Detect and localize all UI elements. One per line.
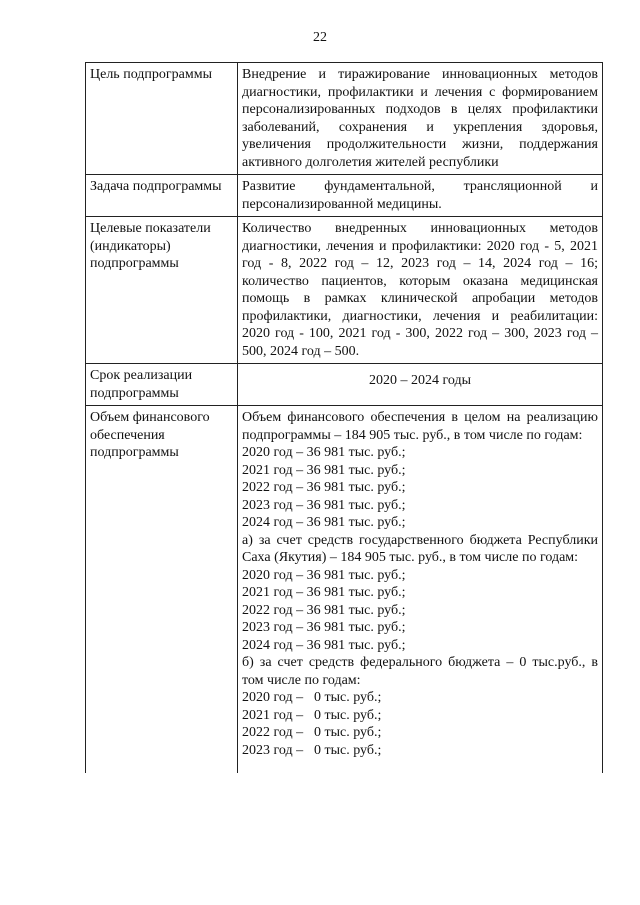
task-label-text: Задача подпрограммы bbox=[90, 179, 222, 194]
funding-state-year-line: 2024 год – 36 981 тыс. руб.; bbox=[242, 637, 406, 653]
funding-total-year-line: 2024 год – 36 981 тыс. руб.; bbox=[242, 515, 406, 530]
table-row-term bbox=[86, 364, 603, 406]
funding-state-year-line: 2023 год – 36 981 тыс. руб.; bbox=[242, 620, 406, 635]
funding-federal-year-line bbox=[242, 689, 598, 707]
federal-value: 0 тыс. руб.; bbox=[314, 725, 382, 740]
table-row-funding bbox=[86, 406, 603, 774]
table-row-goal bbox=[86, 63, 603, 175]
funding-intro: Объем финансового обеспечения в целом на реализацию подпрограммы – 184 905 тыс. руб., в том числе по годам: bbox=[242, 410, 598, 443]
funding-content bbox=[238, 406, 603, 774]
federal-year: 2021 год – bbox=[242, 707, 304, 723]
task-text: Развитие фундаментальной, трансляционной и персонализированной медицины. bbox=[238, 175, 603, 217]
goal-label: Цель подпрограммы bbox=[86, 63, 238, 175]
funding-federal-year-line bbox=[242, 707, 598, 725]
task-label bbox=[86, 175, 238, 217]
indicators-label: Целевые показатели (индикаторы) подпрограммы bbox=[86, 217, 238, 364]
page-number: 22 bbox=[313, 30, 327, 45]
table-row-task bbox=[86, 175, 603, 217]
federal-year: 2022 год – bbox=[242, 725, 304, 740]
funding-state-year-line: 2020 год – 36 981 тыс. руб.; bbox=[242, 567, 406, 583]
federal-value: 0 тыс. руб.; bbox=[314, 707, 382, 723]
funding-federal-year-line bbox=[242, 742, 598, 760]
federal-year: 2020 год – bbox=[242, 690, 304, 705]
funding-state-year-line: 2022 год – 36 981 тыс. руб.; bbox=[242, 602, 406, 618]
funding-federal-intro: б) за счет средств федерального бюджета – 0 тыс.руб., в том числе по годам: bbox=[242, 655, 598, 688]
funding-total-year-line: 2022 год – 36 981 тыс. руб.; bbox=[242, 480, 406, 495]
funding-state-intro: а) за счет средств государственного бюджета Республики Саха (Якутия) – 184 905 тыс. руб., в том числе по годам: bbox=[242, 532, 598, 565]
federal-value: 0 тыс. руб.; bbox=[314, 690, 382, 705]
goal-text: Внедрение и тиражирование инновационных методов диагностики, профилактики и лечения с формированием персонализированных подходов в целях профилактики заболеваний, сохранения и укрепления здоровья, увеличения продолжительности жизни, поддержания активного долголетия жителей республики bbox=[238, 63, 603, 175]
table-row-indicators bbox=[86, 217, 603, 364]
federal-year: 2023 год – bbox=[242, 742, 304, 758]
term-label: Срок реализации подпрограммы bbox=[86, 364, 238, 406]
funding-state-year-line: 2021 год – 36 981 тыс. руб.; bbox=[242, 585, 406, 600]
funding-total-year-line: 2020 год – 36 981 тыс. руб.; bbox=[242, 445, 406, 460]
funding-total-year-line: 2023 год – 36 981 тыс. руб.; bbox=[242, 497, 406, 513]
funding-federal-year-line bbox=[242, 724, 598, 742]
indicators-text: Количество внедренных инновационных методов диагностики, лечения и профилактики: 2020 год - 5, 2021 год - 8, 2022 год – 12, 2023 год – 14, 2024 год – 16; количество пациентов, которым оказана медицинская помощь в рамках клинической апробации методов профилактики, диагностики, лечения и реабилитации: 2020 год - 100, 2021 год - 300, 2022 год – 300, 2023 год – 500, 2024 год – 500. bbox=[238, 217, 603, 364]
funding-total-year-line: 2021 год – 36 981 тыс. руб.; bbox=[242, 462, 406, 478]
federal-value: 0 тыс. руб.; bbox=[314, 742, 382, 758]
funding-label: Объем финансового обеспечения подпрограммы bbox=[86, 406, 238, 774]
subprogram-passport-table bbox=[85, 62, 603, 773]
term-text: 2020 – 2024 годы bbox=[238, 364, 603, 406]
